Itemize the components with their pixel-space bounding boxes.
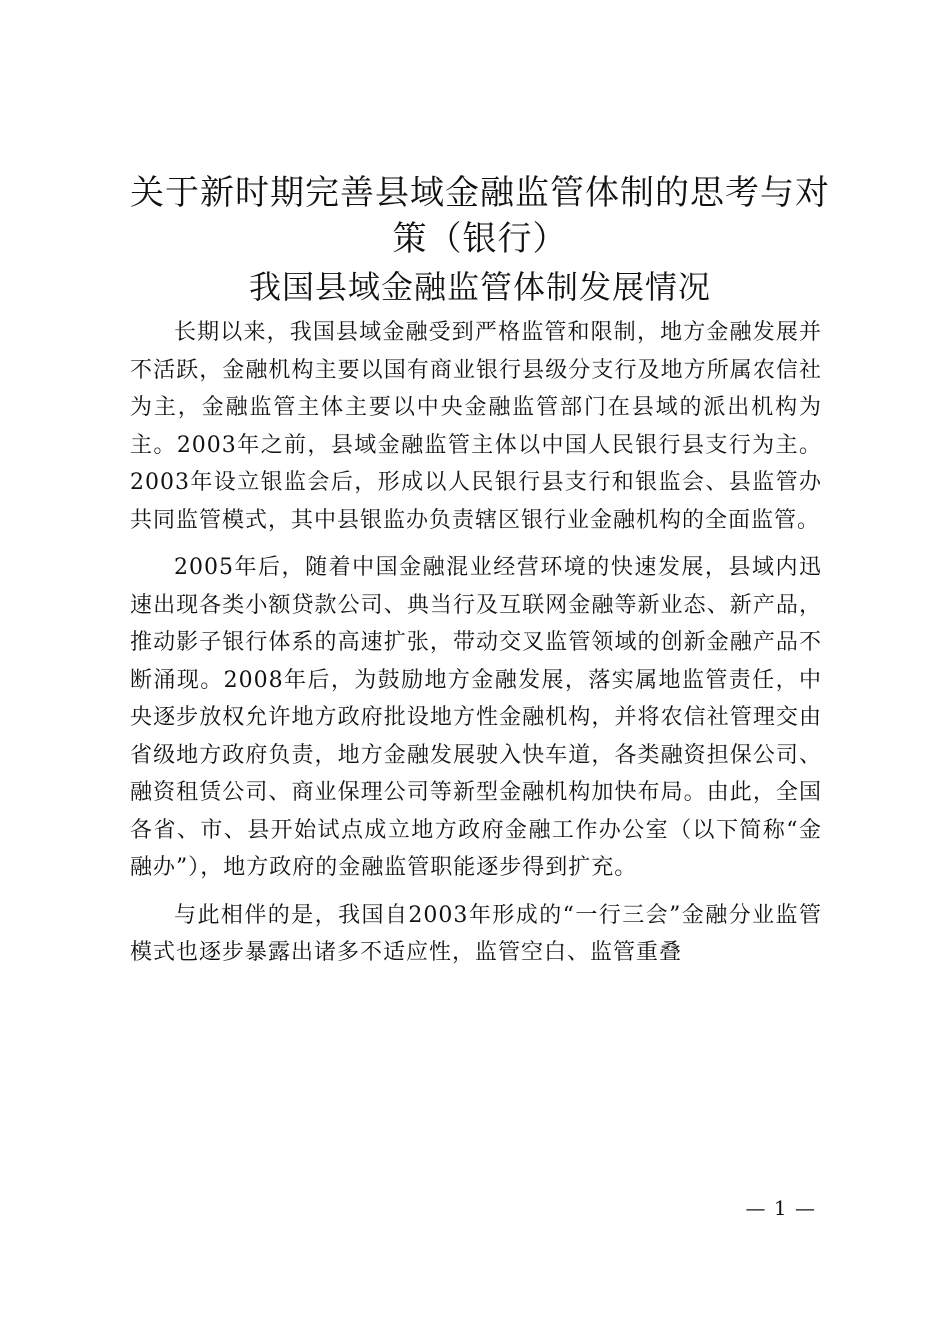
page-number: — 1 — (745, 1196, 816, 1220)
paragraph-2: 2005年后，随着中国金融混业经营环境的快速发展，县域内迅速出现各类小额贷款公司、典当行及互联网金融等新业态、新产品，推动影子银行体系的高速扩张，带动交叉监管领域的创新金融产品不断涌现。2008年后，为鼓励地方金融发展，落实属地监管责任，中央逐步放权允许地方政府批设地方性金融机构，并将农信社管理交由省级地方政府负责，地方金融发展驶入快车道，各类融资担保公司、融资租赁公司、商业保理公司等新型金融机构加快布局。由此，全国各省、市、县开始试点成立地方政府金融工作办公室（以下简称“金融办”），地方政府的金融监管职能逐步得到扩充。 (130, 555, 822, 880)
body-text (130, 314, 822, 982)
paragraph-3: 与此相伴的是，我国自2003年形成的“一行三会”金融分业监管模式也逐步暴露出诸多不适应性，监管空白、监管重叠 (130, 902, 822, 965)
document-title: 关于新时期完善县域金融监管体制的思考与对策（银行） (130, 173, 830, 259)
paragraph-1: 长期以来，我国县域金融受到严格监管和限制，地方金融发展并不活跃，金融机构主要以国有商业银行县级分支行及地方所属农信社为主，金融监管主体主要以中央金融监管部门在县域的派出机构为主。2003年之前，县域金融监管主体以中国人民银行县支行为主。2003年设立银监会后，形成以人民银行县支行和银监会、县监管办共同监管模式，其中县银监办负责辖区银行业金融机构的全面监管。 (130, 320, 822, 533)
section-heading: 我国县域金融监管体制发展情况 (248, 268, 711, 306)
